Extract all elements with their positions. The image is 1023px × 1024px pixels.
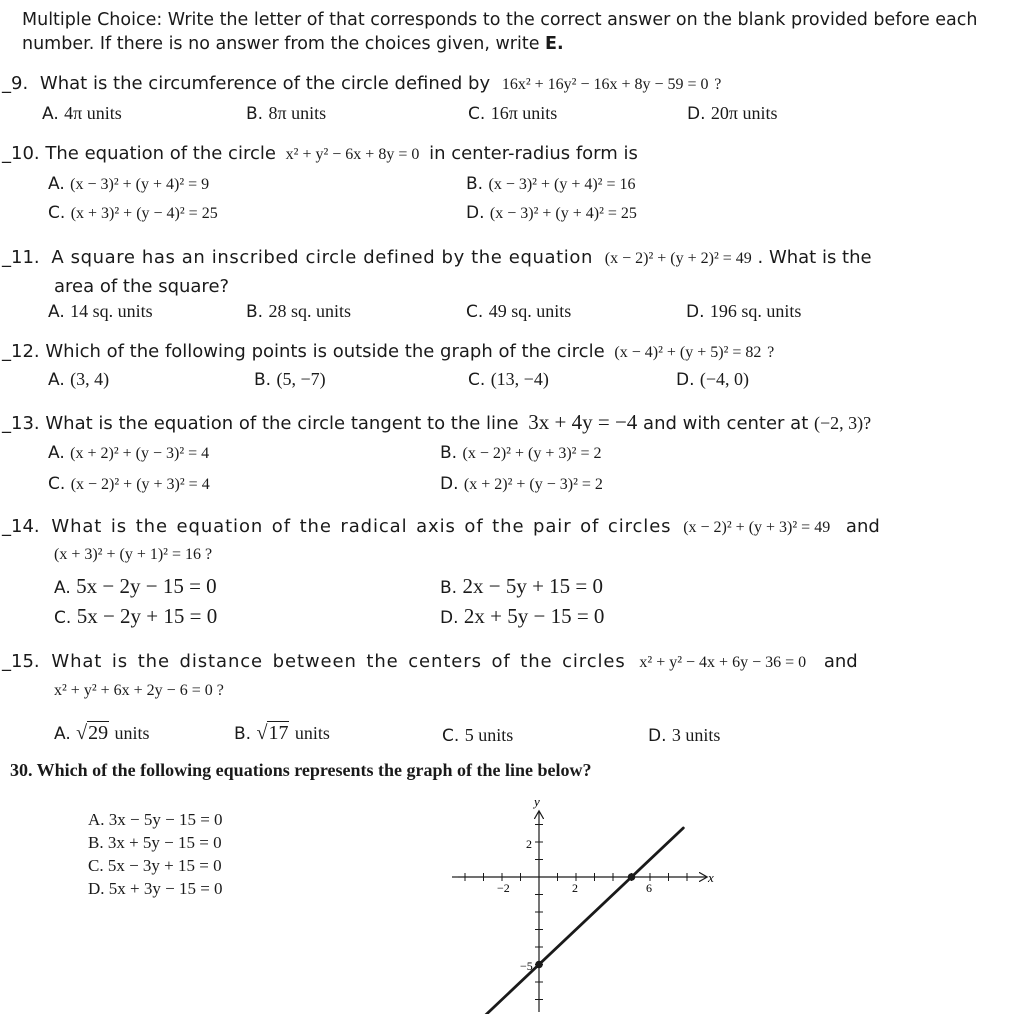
- question-10: [2, 143, 638, 164]
- option-13d: [440, 474, 603, 494]
- option-letter: B.: [246, 302, 264, 322]
- option-letter: A.: [48, 174, 65, 194]
- question-text: What is the distance between the centers of the circles: [51, 651, 626, 672]
- option-10a: [48, 174, 209, 194]
- question-number: _11.: [2, 247, 40, 268]
- option-value: (13, −4): [490, 369, 549, 389]
- option-value: (x − 2)² + (y + 3)² = 4: [70, 476, 210, 493]
- question-text: What is the equation of the radical axis of the pair of circles: [51, 516, 672, 537]
- option-value: (x − 3)² + (y + 4)² = 25: [489, 205, 637, 222]
- y-tick-label-2: 2: [526, 837, 532, 851]
- option-14c: [54, 604, 217, 629]
- line-graph: [450, 790, 730, 1014]
- option-14d: [440, 604, 604, 629]
- instructions-text: Multiple Choice: Write the letter of that corresponds to the correct answer on the blank provided before each number. If there is no answer from the choices given, write: [22, 10, 978, 54]
- question-15: [2, 651, 858, 672]
- option-letter: C.: [442, 726, 460, 746]
- question-equation: x² + y² − 4x + 6y − 36 = 0: [639, 654, 807, 671]
- option-value: (3, 4): [70, 369, 110, 389]
- option-10d: [466, 203, 637, 223]
- option-letter: D.: [466, 203, 485, 223]
- question-14-line2: [54, 546, 212, 564]
- option-letter: A.: [48, 302, 65, 322]
- option-unit: units: [114, 723, 150, 743]
- question-equation-2: x² + y² + 6x + 2y − 6 = 0: [54, 682, 213, 699]
- y-tick-label-neg5: −5: [520, 959, 533, 973]
- question-11-line2: area of the square?: [54, 276, 230, 297]
- sqrt-symbol: √29: [76, 722, 109, 744]
- option-letter: D.: [676, 370, 695, 390]
- question-number: _9.: [2, 73, 29, 94]
- question-suffix-2: ?: [205, 546, 213, 563]
- question-11: [2, 247, 872, 268]
- option-12a: [48, 369, 109, 390]
- sqrt-symbol: √17: [256, 722, 289, 744]
- option-12b: [254, 369, 326, 390]
- option-value: (x − 3)² + (y + 4)² = 9: [70, 176, 210, 193]
- option-value: 20π units: [710, 103, 778, 123]
- option-9d: [687, 103, 778, 124]
- option-11d: [686, 301, 801, 322]
- question-text: Which of the following points is outside the graph of the circle: [45, 341, 605, 362]
- option-9a: [42, 103, 122, 124]
- question-suffix: and: [845, 516, 880, 537]
- option-value: 5x − 2y − 15 = 0: [76, 574, 217, 598]
- question-text: The equation of the circle: [45, 143, 276, 164]
- option-9c: [468, 103, 557, 124]
- radicand: 17: [268, 722, 289, 744]
- intercept-point-x: [628, 873, 636, 881]
- option-11a: [48, 301, 153, 322]
- question-equation-2: (x + 3)² + (y + 1)² = 16: [54, 546, 201, 563]
- x-tick-label-6: 6: [646, 881, 652, 895]
- option-letter: B.: [466, 174, 484, 194]
- question-number: _10.: [2, 143, 40, 164]
- option-10c: [48, 203, 218, 223]
- option-13c: [48, 474, 210, 494]
- x-tick-label-neg2: −2: [497, 881, 510, 895]
- option-value: (5, −7): [276, 369, 326, 389]
- option-value: (−4, 0): [699, 369, 750, 389]
- option-letter: C.: [468, 104, 486, 124]
- question-number: _14.: [2, 516, 40, 537]
- option-12c: [468, 369, 549, 390]
- option-15c: [442, 725, 513, 746]
- option-letter: C.: [466, 302, 484, 322]
- instructions: [22, 8, 1002, 56]
- option-value: 14 sq. units: [70, 301, 153, 321]
- question-equation: 16x² + 16y² − 16x + 8y − 59 = 0: [501, 76, 709, 93]
- option-value: 2x + 5y − 15 = 0: [463, 604, 605, 628]
- option-letter: D.: [687, 104, 706, 124]
- option-letter: B.: [234, 724, 252, 744]
- question-middle: and with center at: [643, 413, 809, 434]
- option-value: 49 sq. units: [488, 301, 572, 321]
- question-30-options: [88, 808, 223, 900]
- option-value: (x + 2)² + (y − 3)² = 4: [70, 445, 210, 462]
- question-equation: x² + y² − 6x + 8y = 0: [285, 146, 420, 163]
- question-text: A square has an inscribed circle defined by the equation: [51, 247, 594, 268]
- option-letter: D.: [440, 474, 459, 494]
- option-letter: B.: [440, 443, 458, 463]
- question-equation: (x − 2)² + (y + 2)² = 49: [604, 250, 752, 267]
- question-number: _15.: [2, 651, 40, 672]
- question-suffix: ?: [714, 76, 722, 93]
- option-value: 5 units: [464, 725, 514, 745]
- question-14: [2, 516, 880, 537]
- option-value: (x − 2)² + (y + 3)² = 2: [462, 445, 602, 462]
- option-11c: [466, 301, 571, 322]
- question-suffix: in center-radius form is: [429, 143, 638, 164]
- option-value: (x + 3)² + (y − 4)² = 25: [70, 205, 218, 222]
- graph-line: [480, 828, 684, 1014]
- option-30b: B. 3x + 5y − 15 = 0: [88, 833, 222, 852]
- option-letter: D.: [440, 608, 459, 628]
- question-equation: (x − 2)² + (y + 3)² = 49: [683, 519, 831, 536]
- instructions-bold-letter: E.: [545, 34, 564, 54]
- option-letter: D.: [648, 726, 667, 746]
- option-value: 2x − 5y + 15 = 0: [462, 574, 604, 598]
- option-10b: [466, 174, 635, 194]
- question-13: [2, 410, 871, 435]
- question-12: [2, 341, 774, 362]
- question-number: _12.: [2, 341, 40, 362]
- option-value: 3 units: [671, 725, 721, 745]
- option-13b: [440, 443, 601, 463]
- question-text: What is the equation of the circle tangent to the line: [45, 413, 519, 434]
- option-unit: units: [294, 723, 330, 743]
- question-9: [2, 73, 721, 94]
- option-value: 4π units: [64, 103, 122, 123]
- option-letter: A.: [54, 724, 71, 744]
- option-letter: C.: [48, 203, 66, 223]
- option-value: 8π units: [268, 103, 327, 123]
- option-letter: A.: [54, 578, 71, 598]
- option-value: 196 sq. units: [709, 301, 802, 321]
- x-axis-label: x: [708, 870, 714, 885]
- option-9b: [246, 103, 326, 124]
- question-30: 30. Which of the following equations represents the graph of the line below?: [10, 760, 592, 780]
- option-value: (x − 3)² + (y + 4)² = 16: [488, 176, 636, 193]
- question-equation: 3x + 4y = −4: [528, 410, 638, 434]
- x-tick-label-2: 2: [572, 881, 578, 895]
- y-axis-label: y: [534, 794, 540, 809]
- option-letter: C.: [54, 608, 72, 628]
- option-30c: C. 5x − 3y + 15 = 0: [88, 856, 222, 875]
- option-14b: [440, 574, 603, 599]
- option-letter: A.: [48, 370, 65, 390]
- option-letter: B.: [254, 370, 272, 390]
- radicand: 29: [88, 722, 109, 744]
- question-number: _13.: [2, 413, 40, 434]
- question-text: What is the circumference of the circle defined by: [39, 73, 491, 94]
- option-11b: [246, 301, 351, 322]
- option-12d: [676, 369, 749, 390]
- option-letter: A.: [42, 104, 59, 124]
- option-letter: B.: [246, 104, 264, 124]
- option-value: 28 sq. units: [268, 301, 351, 321]
- option-value: 5x − 2y + 15 = 0: [76, 604, 218, 628]
- question-suffix: and: [823, 651, 858, 672]
- option-value: (x + 2)² + (y − 3)² = 2: [463, 476, 603, 493]
- option-14a: [54, 574, 217, 599]
- option-15a: [54, 722, 150, 745]
- option-13a: [48, 443, 209, 463]
- question-suffix-2: ?: [216, 682, 224, 699]
- option-letter: B.: [440, 578, 458, 598]
- question-15-line2: [54, 682, 224, 700]
- option-letter: A.: [48, 443, 65, 463]
- question-equation: (x − 4)² + (y + 5)² = 82: [614, 344, 762, 361]
- question-suffix: ?: [767, 344, 775, 361]
- option-15b: [234, 722, 330, 745]
- question-suffix: . What is the: [757, 247, 872, 268]
- intercept-point-y: [535, 961, 543, 969]
- option-15d: [648, 725, 720, 746]
- option-letter: C.: [48, 474, 66, 494]
- option-30a: A. 3x − 5y − 15 = 0: [88, 810, 223, 829]
- question-center: (−2, 3)?: [814, 413, 872, 433]
- option-letter: C.: [468, 370, 486, 390]
- option-value: 16π units: [490, 103, 558, 123]
- option-letter: D.: [686, 302, 705, 322]
- option-30d: D. 5x + 3y − 15 = 0: [88, 879, 223, 898]
